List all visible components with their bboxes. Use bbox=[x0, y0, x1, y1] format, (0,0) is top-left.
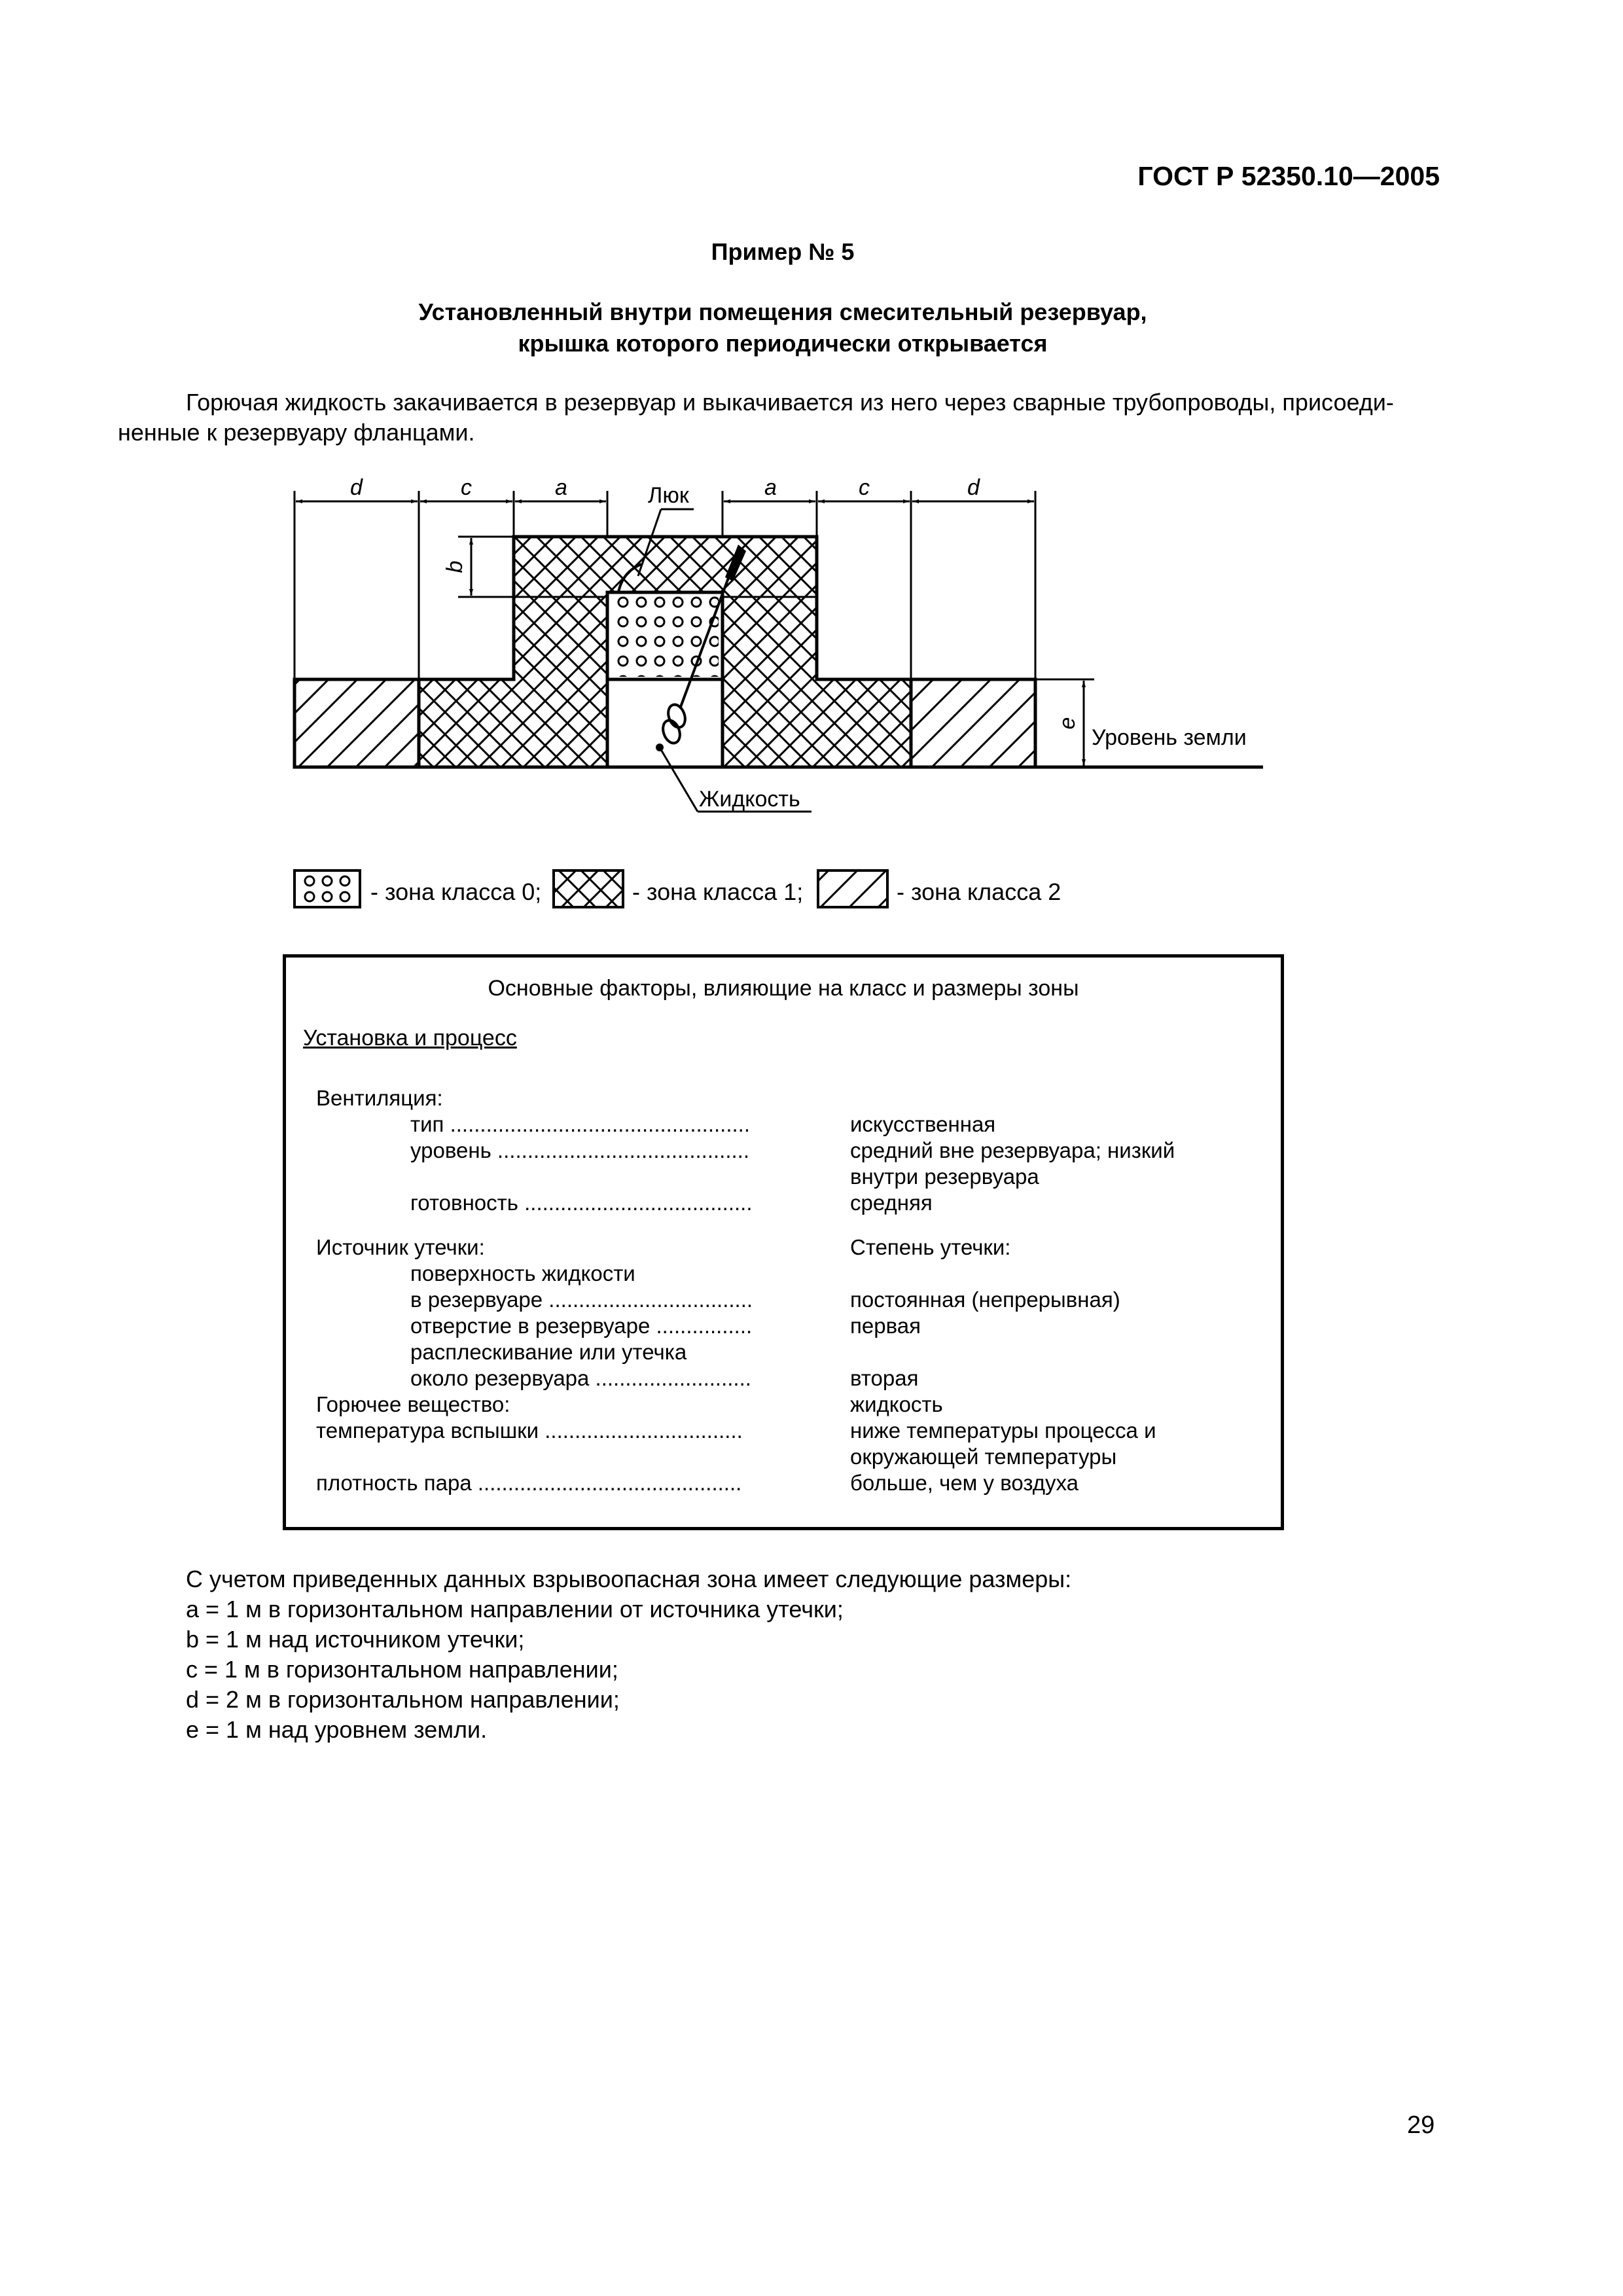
factor-right-8: первая bbox=[850, 1314, 921, 1338]
subtitle-line-1: Установленный внутри помещения смесительный резервуар, bbox=[418, 298, 1147, 325]
factor-right-5: Степень утечки: bbox=[850, 1235, 1011, 1259]
zone2-right-block bbox=[911, 679, 1035, 767]
factor-right-11: жидкость bbox=[850, 1392, 943, 1416]
factor-left-14: плотность пара ............................................ bbox=[316, 1471, 742, 1495]
factor-left-2: уровень .......................................... bbox=[410, 1138, 750, 1162]
legend-zone2-label: - зона класса 2 bbox=[897, 878, 1061, 905]
dim-label-e: e bbox=[1055, 717, 1080, 730]
document-code: ГОСТ Р 52350.10—2005 bbox=[1137, 161, 1440, 191]
conclusion-item: e = 1 м над уровнем земли. bbox=[186, 1716, 488, 1743]
factors-subtitle: Установка и процесс bbox=[303, 1026, 517, 1050]
factor-left-12: температура вспышки ................................. bbox=[316, 1418, 743, 1443]
example-title: Пример № 5 bbox=[711, 238, 855, 265]
factor-left-9: расплескивание или утечка bbox=[410, 1340, 687, 1364]
conclusion-lead: С учетом приведенных данных взрывоопасная зона имеет следующие размеры: bbox=[186, 1566, 1072, 1592]
dim-label-d-left: d bbox=[350, 475, 363, 500]
factor-left-11: Горючее вещество: bbox=[316, 1392, 510, 1416]
dim-label-c-left: c bbox=[461, 475, 472, 500]
factor-left-5: Источник утечки: bbox=[316, 1235, 485, 1259]
dim-label-c-right: c bbox=[859, 475, 870, 500]
liquid-label: Жидкость bbox=[699, 787, 800, 812]
factor-right-14: больше, чем у воздуха bbox=[850, 1471, 1079, 1495]
dim-label-a-right: a bbox=[764, 475, 777, 500]
factor-right-13: окружающей температуры bbox=[850, 1444, 1117, 1469]
dim-label-a-left: a bbox=[555, 475, 567, 500]
legend-zone2-swatch bbox=[818, 870, 887, 907]
factor-right-10: вторая bbox=[850, 1366, 919, 1390]
factor-left-7: в резервуаре .................................. bbox=[410, 1287, 753, 1312]
factor-right-1: искусственная bbox=[850, 1112, 996, 1136]
page-number: 29 bbox=[1407, 2111, 1435, 2139]
legend-zone1-label: - зона класса 1; bbox=[632, 878, 804, 905]
conclusion-item: a = 1 м в горизонтальном направлении от источника утечки; bbox=[186, 1596, 844, 1623]
conclusion-item: d = 2 м в горизонтальном направлении; bbox=[186, 1686, 620, 1713]
factor-right-4: средняя bbox=[850, 1191, 933, 1215]
conclusion-item: c = 1 м в горизонтальном направлении; bbox=[186, 1656, 618, 1683]
subtitle-line-2: крышка которого периодически открывается bbox=[518, 330, 1048, 357]
factor-right-7: постоянная (непрерывная) bbox=[850, 1287, 1120, 1312]
dim-label-d-right: d bbox=[967, 475, 980, 500]
ground-level-label: Уровень земли bbox=[1092, 725, 1247, 750]
factor-left-4: готовность ...................................... bbox=[410, 1191, 753, 1215]
factor-right-12: ниже температуры процесса и bbox=[850, 1418, 1156, 1443]
intro-line-1: Горючая жидкость закачивается в резервуар и выкачивается из него через сварные трубопроводы, присоеди- bbox=[186, 389, 1394, 416]
factor-left-8: отверстие в резервуаре ................ bbox=[410, 1314, 753, 1338]
legend-zone0-label: - зона класса 0; bbox=[370, 878, 542, 905]
factor-left-10: около резервуара .......................... bbox=[410, 1366, 751, 1390]
factor-right-2: средний вне резервуара; низкий bbox=[850, 1138, 1175, 1162]
intro-line-2: ненные к резервуару фланцами. bbox=[118, 419, 475, 446]
factor-left-0: Вентиляция: bbox=[316, 1086, 443, 1110]
legend-zone1-swatch bbox=[554, 870, 623, 907]
factors-table bbox=[283, 954, 1284, 1530]
conclusion-item: b = 1 м над источником утечки; bbox=[186, 1626, 525, 1653]
factor-left-6: поверхность жидкости bbox=[410, 1261, 635, 1285]
factor-right-3: внутри резервуара bbox=[850, 1164, 1039, 1189]
factor-left-1: тип .................................................. bbox=[410, 1112, 751, 1136]
dim-label-b: b bbox=[442, 560, 467, 573]
hatch-label: Люк bbox=[648, 483, 689, 508]
zone2-left-block bbox=[294, 679, 419, 767]
factors-title: Основные факторы, влияющие на класс и размеры зоны bbox=[488, 976, 1079, 1001]
